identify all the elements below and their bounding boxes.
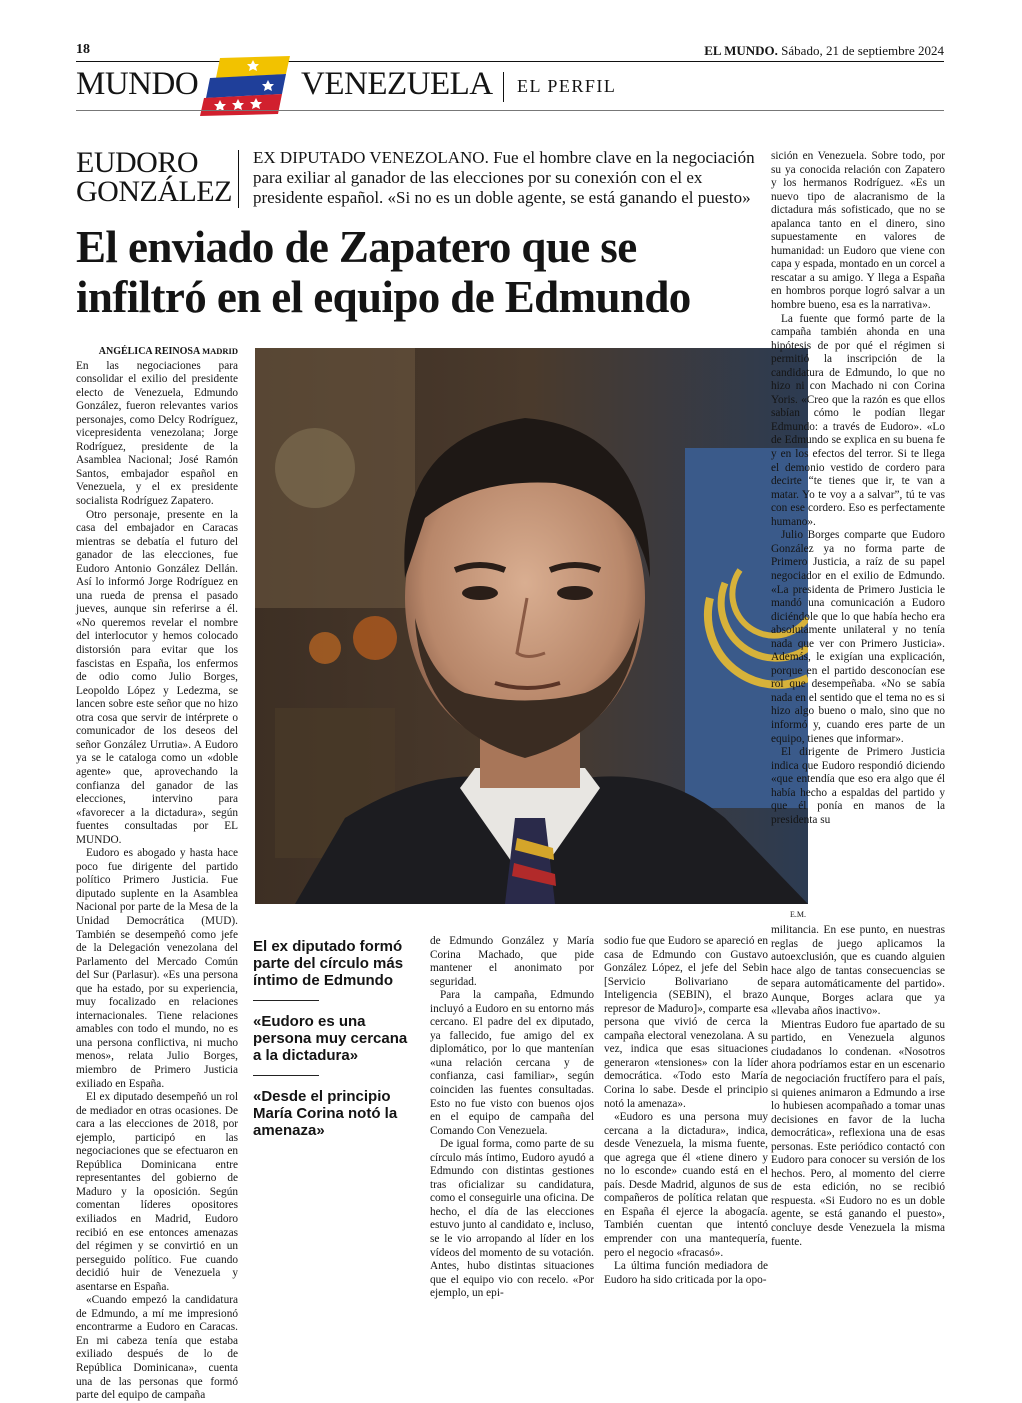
- paragraph: El ex diputado desempeñó un rol de mediador en otras ocasiones. De cara a las elecciones de 2018, por ejemplo, participó en las negociaciones que se efectuaron en República Dominicana entre representantes del gobierno de Maduro y la oposición. Según comentan líderes opositores exiliados en Madrid, Eudoro recibió en ese entonces amenazas del régimen y se convirtió en un perseguido político. Fue cuando decidió huir de Venezuela y asentarse en España.: [76, 1091, 238, 1293]
- paragraph: Mientras Eudoro fue apartado de su partido, en Venezuela algunos ciudadanos lo condenan. «Nosotros ahora podríamos estar en un escenario de negociación fructífero para el país, si quienes animaron a Edmundo a irse lo hubiesen acompañado a tomar unas decisiones en favor de la lucha democrática», reflexiona una de esas personas. Este periódico contactó con Eudoro para conocer su versión de los hechos. Pero, al momento del cierre de esta edición, no se recibió respuesta. «Si Eudoro no es un doble agente, se está ganando el puesto», concluye desde Venezuela la misma fuente.: [771, 1018, 945, 1248]
- paragraph: Eudoro es abogado y hasta hace poco fue dirigente del partido político Primero Justicia. Fue diputado suplente en la Asamblea Nacional por parte de la Mesa de la Unidad Democrática (MUD). También se desempeñó como jefe de la Delegación venezolana del Parlamento del Mercado Común del Sur (Parlasur). «Es una persona que ha estado, por su experiencia, muy focalizado en relaciones internacionales. Tiene relaciones amables con todo el mundo, no es una persona conflictiva, ni mucho menos», relata Julio Borges, miembro de Primero Justicia exiliado en España.: [76, 847, 238, 1090]
- newspaper-name: EL MUNDO.: [704, 43, 778, 58]
- kicker-text: Fue el hombre clave en la negociación para exiliar al ganador de las elecciones por su conexión con el ex presidente español. «Si no es un doble agente, se está ganando el puesto»: [253, 148, 755, 207]
- issue-date: Sábado, 21 de septiembre 2024: [781, 43, 944, 58]
- article-column-3: [604, 935, 768, 1287]
- subsection-label: VENEZUELA: [301, 66, 493, 102]
- paragraph: El dirigente de Primero Justicia indica que Eudoro respondió diciendo «que entendía que eso era algo que él había hecho a espaldas del partido y que él ponía en manos de la presidenta su: [771, 746, 945, 826]
- flag-icon: [198, 54, 290, 116]
- paragraph: La última función mediadora de Eudoro ha sido criticada por la opo-: [604, 1260, 768, 1286]
- article-column-4-top: [771, 150, 945, 827]
- kicker-head: EX DIPUTADO VENEZOLANO.: [253, 148, 489, 167]
- section-rule: [76, 110, 944, 111]
- pull-quotes: [253, 938, 418, 1139]
- pull-quote: El ex diputado formó parte del círculo más íntimo de Edmundo: [253, 938, 404, 989]
- kicker: [253, 148, 763, 208]
- paragraph: «Eudoro es una persona muy cercana a la dictadura», indica, desde Venezuela, la misma fuente, que agrega que él «tiene dinero y no lo esconde» cuando está en el país. Desde Madrid, algunos de sus compañeros de política relatan que en España él ejerce la abogacía. También cuentan que intentó emprender con una mantequería, pero el negocio «fracasó».: [604, 1111, 768, 1259]
- paragraph: Otro personaje, presente en la casa del embajador en Caracas mientras se debatía el futuro del ganador de las elecciones, fue Eudoro Antonio González Dellán. Así lo informó Jorge Rodríguez en una rueda de prensa el pasado jueves, aunque sin referirse a él. «No queremos revelar el nombre del interlocutor y hemos colocado distorsión para evitar que los fascistas en España, los enfermos de odio como Julio Borges, Leopoldo López y Ledezma, se lancen sobre este señor que no hizo otra cosa que servir de intérprete o comunicador de los deseos del señor González Urrutia». A Eudoro ya se le cataloga como un «doble agente» que, aprovechando la confianza del ganador de las elecciones, intervino para «favorecer a la dictadura», según fuentes consultadas por EL MUNDO.: [76, 508, 238, 846]
- paragraph: sodio fue que Eudoro se apareció en casa de Edmundo con Gustavo González López, el jefe del Sebin [Servicio Bolivariano de Inteligencia (SEBIN), el brazo represor de Maduro]», comparte esa persona que vivió de cerca la campaña electoral venezolana. A su vez, indica que esas situaciones generaron «tensiones» con la líder democrática. «Todo esto María Corina lo sabe. Desde el principio notó la amenaza».: [604, 935, 768, 1110]
- pull-quote: «Eudoro es una persona muy cercana a la dictadura»: [253, 1013, 408, 1064]
- pull-quote-rule: [253, 1000, 319, 1001]
- profile-tag: EL PERFIL: [517, 76, 617, 96]
- headline: El enviado de Zapatero que se infiltró en el equipo de Edmundo: [76, 222, 691, 322]
- paragraph: militancia. En ese punto, en nuestras reglas de juego aplicamos la autoexclusión, que es cuando alguien hace algo de tantas consecuencias se separa automáticamente del partido». Aunque, Borges aclara que ya «llevaba años inactivo».: [771, 924, 945, 1018]
- paragraph: Julio Borges comparte que Eudoro González ya no forma parte de Primero Justicia, a raíz de su papel negociador en el exilio de Edmundo. «La presidenta de Primero Justicia le mandó una comunicación a Eudoro diciéndole que lo que había hecho era absolutamente unilateral y no tenía nada que ver con Primero Justicia». Además, le exigían una explicación, porque en el partido desconocían ese rol que desempeñaba. «No se sabía nada en el sentido que el tema no es si hizo algo bueno o malo, sino que no informó y, cuando eres parte de un equipo, tienes que informar».: [771, 529, 945, 745]
- pull-quote: «Desde el principio María Corina notó la amenaza»: [253, 1088, 398, 1139]
- article-column-1: [76, 345, 238, 1403]
- flag-blue-band: [206, 74, 286, 98]
- profile-name: EUDORO GONZÁLEZ: [76, 146, 232, 208]
- masthead: [704, 43, 944, 59]
- photo-credit: E.M.: [790, 910, 806, 919]
- article-column-4-bottom: [771, 924, 945, 1249]
- dateline-city: MADRID: [202, 346, 238, 356]
- venezuela-flag-logo: [198, 54, 290, 116]
- byline: [76, 345, 238, 359]
- paragraph: Para la campaña, Edmundo incluyó a Eudoro en su entorno más cercano. El padre del ex diputado, ya fallecido, fue amigo del ex diplomático, por lo que mantenían «una relación cercana y de confianza, casi familiar», según coinciden las fuentes consultadas. Esto no fue visto con buenos ojos en el equipo de campaña del Comando Con Venezuela.: [430, 989, 594, 1137]
- paragraph: De igual forma, como parte de su círculo más íntimo, Eudoro ayudó a Edmundo con distintas gestiones tras oficializar su candidatura, como el conseguirle una oficina. De hecho, el día de las elecciones estuvo junto al candidato e, incluso, se le vio arropando al líder en los vídeos del momento de su votación. Antes, hubo distintas situaciones que el equipo vio con recelo. «Por ejemplo, un epi-: [430, 1138, 594, 1300]
- paragraph: En las negociaciones para consolidar el exilio del presidente electo de Venezuela, Edmundo González, fueron relevantes varios personajes, como Delcy Rodríguez, vicepresidenta venezolana; Jorge Rodríguez, presidente de la Asamblea Nacional; José Ramón Santos, embajador español en Venezuela, y el ex presidente socialista Rodríguez Zapatero.: [76, 359, 238, 508]
- paragraph: La fuente que formó parte de la campaña también ahonda en una hipótesis de por qué el régimen si permitió la inscripción de la candidatura de Edmundo, lo que no hizo ni con Machado ni con Corina Yoris. «Creo que la razón es que ellos sabían cómo le podían llegar Edmundo: a través de Eudoro». «Lo de Edmundo se explica en su buena fe y en los efectos del terror. Si te llega el demonio vestido de cordero para decirte “te tienes que ir, te van a matar. Yo te voy a a salvar”, tú te vas con ese cordero. Eso es perfectamente humano».: [771, 312, 945, 528]
- article-column-2: [430, 935, 594, 1301]
- paragraph: sición en Venezuela. Sobre todo, por su ya conocida relación con Zapatero y los hermanos Rodríguez. «Es un nuevo tipo de alacranismo de la dictadura más sofisticado, que no se apalanca tanto en el dinero, sino supuestamente en valores de humanidad: un Eudoro que viene con capa y espada, montado en un corcel a rescatar a su amigo. Y llega a España en hombros porque logró salvar a un hombre bueno, esa es la narrativa».: [771, 150, 945, 312]
- portrait-image: [255, 348, 808, 904]
- paragraph: «Cuando empezó la candidatura de Edmundo, a mí me impresionó encontrarme a Eudoro en Caracas. En mi cabeza tenía que estaba exiliado después de lo de República Dominicana», cuenta una de las personas que formó parte del equipo de campaña: [76, 1294, 238, 1402]
- pull-quote-rule: [253, 1075, 319, 1076]
- portrait-photo: [255, 348, 808, 904]
- paragraph: de Edmundo González y María Corina Machado, que pide mantener el anonimato por seguridad.: [430, 935, 594, 988]
- page-number: 18: [76, 42, 90, 57]
- author: ANGÉLICA REINOSA: [98, 346, 200, 357]
- section-label: MUNDO: [76, 66, 199, 102]
- section-divider: [503, 72, 504, 102]
- name-divider: [238, 150, 239, 208]
